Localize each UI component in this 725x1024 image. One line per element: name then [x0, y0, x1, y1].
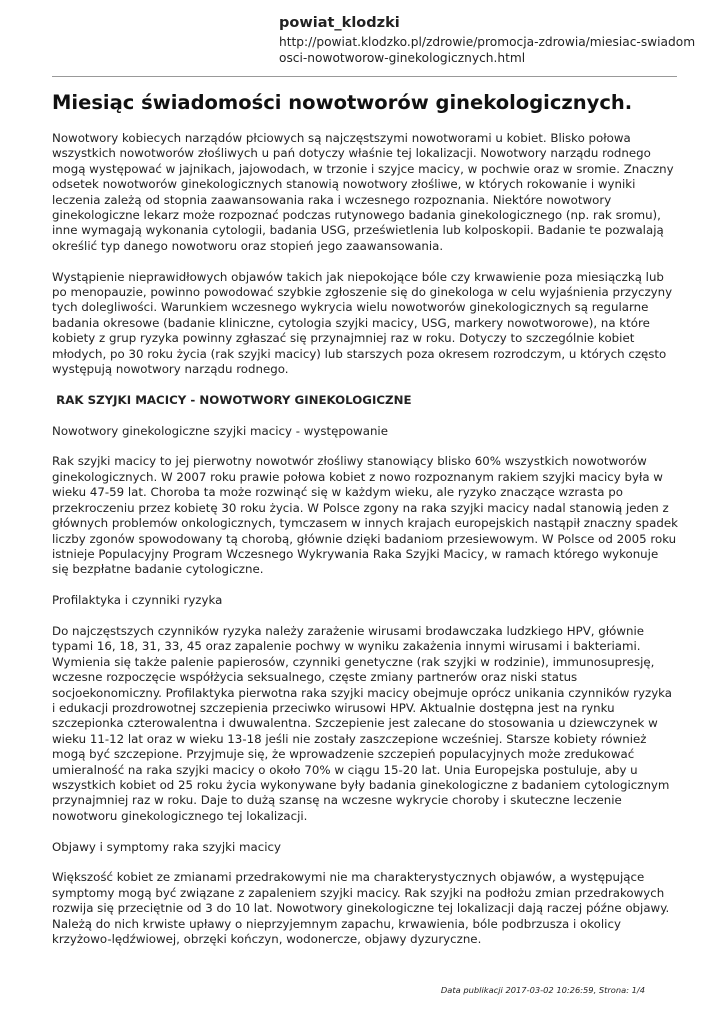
subheading-symptoms: Objawy i symptomy raka szyjki macicy — [52, 839, 281, 854]
section-heading: RAK SZYJKI MACICY - NOWOTWORY GINEKOLOGICZNE — [52, 392, 412, 407]
paragraph-prevention: Do najczęstszych czynników ryzyka należy zarażenie wirusami brodawczaka ludzkiego HPV, głównie typami 16, 18, 31, 33, 45 oraz zapalenie pochwy w wyniku zakażenia innymi wirusami i bakteriami. Wymienia się także palenie papierosów, czynniki genetyczne (rak szyjki w rodzinie), immunosupresję, wczesne rozpoczęcie współżycia seksualnego, częste zmiany partnerów oraz niski status socjoekonomiczny. Profilaktyka pierwotna raka szyjki macicy obejmuje oprócz unikania czynników ryzyka i edukacji prozdrowotnej szczepienia przeciwko wirusowi HPV. Aktualnie dostępna jest na rynku szczepionka czterowalentna i dwuwalentna. Szczepienie jest zalecane do stosowania u dziewczynek w wieku 11-12 lat oraz w wieku 13-18 jeśli nie zostały zaszczepione wcześniej. Starsze kobiety również mogą być szczepione. Przyjmuje się, że wprowadzenie szczepień populacyjnych może zredukować umieralność na raka szyjki macicy o około 70% w ciągu 15-20 lat. Unia Europejska postuluje, aby u wszystkich kobiet od 25 roku życia wykonywane były badania ginekologiczne z badaniem cytologicznym przynajmniej raz w roku. Daje to dużą szansę na wczesne wykrycie choroby i skuteczne leczenie nowotworu ginekologicznego tej lokalizacji. — [52, 623, 673, 823]
paragraph-occurrence: Rak szyjki macicy to jej pierwotny nowotwór złośliwy stanowiący blisko 60% wszystkich nowotworów ginekologicznych. W 2007 roku prawie połowa kobiet z nowo rozpoznanym rakiem szyjki macicy była w wieku 47-59 lat. Choroba ta może rozwinąć się w każdym wieku, ale ryzyko znaczące wzrasta po przekroczeniu przez kobietę 30 roku życia. W Polsce zgony na raka szyjki macicy nadal stanowią jeden z głównych problemów onkologicznych, tymczasem w innych krajach europejskich nastąpił znaczny spadek liczby zgonów spowodowany tą chorobą, głównie dzięki badaniom przesiewowym. W Polsce od 2005 roku istnieje Populacyjny Program Wczesnego Wykrywania Raka Szyjki Macicy, w ramach którego wykonuje się bezpłatne badanie cytologiczne. — [52, 454, 678, 577]
publication-footer: Data publikacji 2017-03-02 10:26:59, Strona: 1/4 — [440, 985, 645, 995]
header-divider — [52, 76, 677, 77]
site-name: powiat_klodzki — [279, 15, 400, 31]
subheading-prevention: Profilaktyka i czynniki ryzyka — [52, 593, 223, 608]
article-body — [52, 90, 678, 963]
source-url[interactable]: http://powiat.klodzko.pl/zdrowie/promocja-zdrowia/miesiac-swiadomosci-nowotworow-ginekologicznych.html — [279, 35, 696, 65]
paragraph-intro: Nowotwory kobiecych narządów płciowych są najczęstszymi nowotworami u kobiet. Blisko połowa wszystkich nowotworów złośliwych u pań dotyczy właśnie tej lokalizacji. Nowotwory narządu rodnego mogą występować w jajnikach, jajowodach, w trzonie i szyjce macicy, w pochwie oraz w sromie. Znaczny odsetek nowotworów ginekologicznych stanowią nowotwory złośliwe, w których rokowanie i wyniki leczenia zależą od stopnia zaawansowania raka i wczesnego rozpoznania. Niektóre nowotwory ginekologiczne lekarz może rozpoznać podczas rutynowego badania ginekologicznego (np. rak sromu), inne wymagają wykonania cytologii, badania USG, prześwietlenia lub kolposkopii. Badanie te pozwalają określić typ danego nowotworu oraz stopień jego zaawansowania. — [52, 131, 674, 253]
paragraph-symptoms: Większość kobiet ze zmianami przedrakowymi nie ma charakterystycznych objawów, a występujące symptomy mogą być związane z zapaleniem szyjki macicy. Rak szyjki na podłożu zmian przedrakowych rozwija się przeciętnie od 3 do 10 lat. Nowotwory ginekologiczne tej lokalizacji dają raczej późne objawy. Należą do nich krwiste upławy o nieprzyjemnym zapachu, krwawienia, bóle podbrzusza i okolicy krzyżowo-lędźwiowej, obrzęki kończyn, wodonercze, objawy dyzuryczne. — [52, 870, 670, 946]
document-header — [279, 14, 699, 66]
subheading-occurrence: Nowotwory ginekologiczne szyjki macicy - występowanie — [52, 423, 388, 438]
article-title: Miesiąc świadomości nowotworów ginekologicznych. — [52, 91, 633, 114]
paragraph-symptoms-general: Wystąpienie nieprawidłowych objawów takich jak niepokojące bóle czy krwawienie poza miesiączką lub po menopauzie, powinno powodować szybkie zgłoszenie się do ginekologa w celu wyjaśnienia przyczyny tych dolegliwości. Warunkiem wczesnego wykrycia wielu nowotworów ginekologicznych są regularne badania okresowe (badanie kliniczne, cytologia szyjki macicy, USG, markery nowotworowe), na które kobiety z grup ryzyka powinny zgłaszać się przynajmniej raz w roku. Dotyczy to szczególnie kobiet młodych, po 30 roku życia (rak szyjki macicy) lub starszych poza okresem rozrodczym, u których często występują nowotwory narządu rodnego. — [52, 269, 673, 377]
